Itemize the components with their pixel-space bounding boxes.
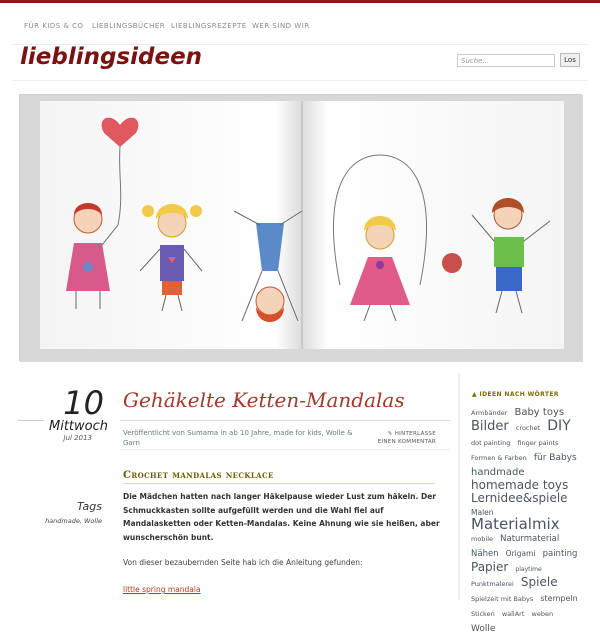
tag-cloud-item[interactable]: painting bbox=[542, 549, 578, 559]
tag-cloud-item[interactable]: crochet bbox=[515, 424, 541, 432]
tag-cloud-item[interactable]: playtime bbox=[515, 566, 542, 573]
tag-cloud-item[interactable]: Materialmix bbox=[471, 515, 560, 533]
header-divider bbox=[12, 80, 588, 81]
tag-cloud-item[interactable]: DIY bbox=[547, 418, 571, 434]
tag-cloud-item[interactable]: Naturmaterial bbox=[500, 534, 560, 544]
post-date-month-year: Jul 2013 bbox=[63, 434, 92, 442]
tag-cloud-item[interactable]: Papier bbox=[471, 560, 509, 574]
tag-cloud-item[interactable]: handmade bbox=[471, 467, 525, 478]
nav-item-kids[interactable]: FÜR KIDS & CO bbox=[24, 22, 84, 30]
sidebar-widget-title bbox=[472, 391, 559, 398]
tag-cloud-item[interactable]: Wolle bbox=[471, 624, 496, 634]
triangle-icon: ▲ bbox=[472, 391, 480, 398]
tag-cloud-item[interactable]: mobile bbox=[471, 535, 494, 543]
tag-cloud-item[interactable]: Nähen bbox=[471, 549, 499, 559]
tag-cloud bbox=[471, 404, 583, 635]
tag-cloud-item[interactable]: Bilder bbox=[471, 419, 509, 434]
tutorial-link[interactable]: little spring mandala bbox=[123, 585, 201, 594]
leave-comment-link[interactable] bbox=[370, 430, 436, 446]
tag-cloud-item[interactable]: Spiele bbox=[520, 575, 558, 589]
tag-cloud-item[interactable]: weben bbox=[531, 610, 554, 618]
tags-list[interactable]: handmade, Wolle bbox=[45, 517, 102, 525]
comment-link-label: HINTERLASSE EINEN KOMMENTAR bbox=[377, 431, 436, 445]
tag-cloud-item[interactable]: Baby toys bbox=[514, 407, 565, 418]
tag-cloud-item[interactable]: Origami bbox=[505, 549, 536, 558]
children-drawing-illustration bbox=[20, 95, 583, 362]
header-banner-image bbox=[19, 94, 582, 361]
tag-cloud-item[interactable]: Lernidee&spiele bbox=[471, 491, 568, 505]
tag-cloud-item[interactable]: dot painting bbox=[471, 439, 511, 447]
post-date-weekday: Mittwoch bbox=[49, 419, 108, 434]
tag-cloud-item[interactable]: homemade toys bbox=[471, 478, 569, 492]
tag-cloud-item[interactable]: wallArt bbox=[501, 610, 525, 618]
post-meta-divider bbox=[120, 449, 450, 450]
post-title-divider bbox=[120, 420, 450, 421]
post-body-paragraph-2: Von dieser bezaubernden Seite hab ich die Anleitung gefunden: bbox=[123, 558, 363, 567]
search-input[interactable] bbox=[457, 54, 555, 67]
post-title[interactable]: Gehäkelte Ketten-Mandalas bbox=[123, 388, 405, 412]
comment-icon: ✎ bbox=[387, 431, 395, 437]
section-heading-underline bbox=[123, 483, 435, 484]
site-title[interactable]: lieblingsideen bbox=[20, 44, 203, 70]
sidebar-widget-title-label: IDEEN NACH WÖRTER bbox=[479, 391, 559, 398]
nav-item-wer-sind-wir[interactable]: WER SIND WIR bbox=[252, 22, 310, 30]
post-date-day: 10 bbox=[63, 384, 104, 422]
search-button[interactable]: Los bbox=[560, 53, 580, 67]
tag-cloud-item[interactable]: Formen & Farben bbox=[471, 454, 527, 462]
tag-cloud-item[interactable]: Malen bbox=[471, 508, 494, 517]
tags-title: Tags bbox=[76, 500, 102, 513]
nav-item-rezepte[interactable]: LIEBLINGSREZEPTE bbox=[171, 22, 247, 30]
tag-cloud-item[interactable]: Punktmalerei bbox=[471, 580, 514, 588]
tag-cloud-item[interactable]: für Babys bbox=[533, 453, 577, 463]
nav-item-buecher[interactable]: LIEBLINGSBÜCHER bbox=[92, 22, 166, 30]
sidebar-divider bbox=[458, 373, 460, 600]
tag-cloud-item[interactable]: Sticken bbox=[471, 610, 495, 618]
tag-cloud-item[interactable]: Spielzeit mit Babys bbox=[471, 595, 534, 603]
tag-cloud-item[interactable]: Armbänder bbox=[471, 409, 508, 417]
tag-cloud-item[interactable]: finger paints bbox=[517, 439, 559, 447]
tag-cloud-item[interactable]: stempeln bbox=[540, 594, 578, 603]
post-body-paragraph: Die Mädchen hatten nach langer Häkelpause wieder Lust zum häkeln. Der Schmuckkasten sollte aufgefüllt werden und die Wahl fiel auf Mandalasketten oder Ketten-Mandalas. Keine Ahnung wie sie heißen, aber wunscherschön bunt. bbox=[123, 492, 440, 542]
post-meta[interactable]: Veröffentlicht von Sumama in ab 10 Jahre, made for kids, Wolle & Garn bbox=[123, 429, 353, 447]
post-section-heading: Crochet mandalas necklace bbox=[123, 470, 274, 481]
